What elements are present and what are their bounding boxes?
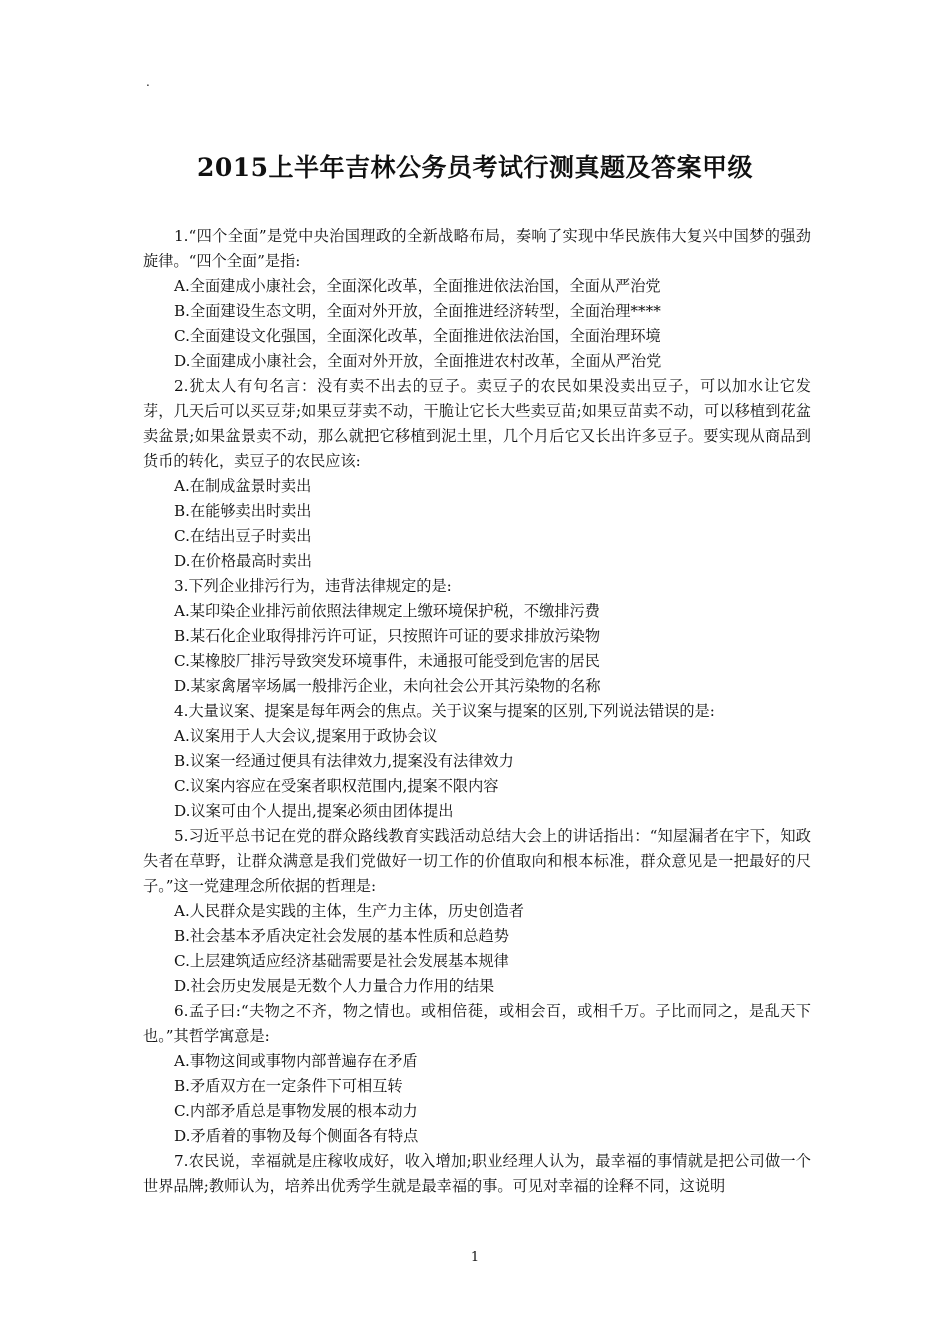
question-6-option-c: C.内部矛盾总是事物发展的根本动力: [174, 1102, 418, 1120]
question-3-option-a: A.某印染企业排污前依照法律规定上缴环境保护税，不缴排污费: [174, 602, 600, 620]
question-5-option-d: D.社会历史发展是无数个人力量合力作用的结果: [174, 977, 495, 995]
header-mark: .: [146, 75, 150, 89]
question-4-option-b: B.议案一经通过便具有法律效力,提案没有法律效力: [174, 752, 514, 770]
question-5-stem: 5.习近平总书记在党的群众路线教育实践活动总结大会上的讲话指出：“知屋漏者在宇下，知政失者在草野，让群众满意是我们党做好一切工作的价值取向和根本标准，群众意见是一把最好的尺子。”这一党建理念所依据的哲理是:: [143, 827, 811, 895]
question-5-option-a: A.人民群众是实践的主体，生产力主体，历史创造者: [174, 902, 524, 920]
question-3-option-d: D.某家禽屠宰场属一般排污企业，未向社会公开其污染物的名称: [174, 677, 601, 695]
question-1-option-d: D.全面建成小康社会，全面对外开放，全面推进农村改革，全面从严治党: [174, 352, 662, 370]
question-2-option-b: B.在能够卖出时卖出: [174, 502, 312, 520]
document-title: 2015上半年吉林公务员考试行测真题及答案甲级: [196, 152, 754, 182]
question-6-option-b: B.矛盾双方在一定条件下可相互转: [174, 1077, 403, 1095]
question-3-option-b: B.某石化企业取得排污许可证，只按照许可证的要求排放污染物: [174, 627, 601, 645]
question-4-option-a: A.议案用于人大会议,提案用于政协会议: [174, 727, 438, 745]
question-3-stem: 3.下列企业排污行为，违背法律规定的是:: [174, 577, 452, 595]
question-5-option-c: C.上层建筑适应经济基础需要是社会发展基本规律: [174, 952, 509, 970]
question-7-stem: 7.农民说，幸福就是庄稼收成好，收入增加;职业经理人认为，最幸福的事情就是把公司做一个世界品牌;教师认为，培养出优秀学生就是最幸福的事。可见对幸福的诠释不同，这说明: [143, 1152, 811, 1195]
question-4-stem: 4.大量议案、提案是每年两会的焦点。关于议案与提案的区别,下列说法错误的是:: [174, 702, 715, 720]
question-list: [143, 224, 811, 1199]
question-2-option-c: C.在结出豆子时卖出: [174, 527, 312, 545]
question-1-option-c: C.全面建设文化强国，全面深化改革，全面推进依法治国，全面治理环境: [174, 327, 661, 345]
question-4-option-c: C.议案内容应在受案者职权范围内,提案不限内容: [174, 777, 499, 795]
question-1-stem: 1.“四个全面”是党中央治国理政的全新战略布局，奏响了实现中华民族伟大复兴中国梦的强劲旋律。“四个全面”是指:: [143, 227, 811, 270]
question-1-option-b: B.全面建设生态文明，全面对外开放，全面推进经济转型，全面治理****: [174, 302, 661, 320]
question-2-stem: 2.犹太人有句名言：没有卖不出去的豆子。卖豆子的农民如果没卖出豆子，可以加水让它发芽，几天后可以买豆芽;如果豆芽卖不动，干脆让它长大些卖豆苗;如果豆苗卖不动，可以移植到花盆卖盆景;如果盆景卖不动，那么就把它移植到泥土里，几个月后它又长出许多豆子。要实现从商品到货币的转化，卖豆子的农民应该:: [143, 377, 811, 470]
question-6-option-a: A.事物这间或事物内部普遍存在矛盾: [174, 1052, 418, 1070]
question-3-option-c: C.某橡胶厂排污导致突发环境事件，未通报可能受到危害的居民: [174, 652, 600, 670]
question-5-option-b: B.社会基本矛盾决定社会发展的基本性质和总趋势: [174, 927, 509, 945]
question-4-option-d: D.议案可由个人提出,提案必须由团体提出: [174, 802, 454, 820]
question-2-option-a: A.在制成盆景时卖出: [174, 477, 312, 495]
question-6-stem: 6.孟子曰:“夫物之不齐，物之情也。或相倍蓰，或相会百，或相千万。子比而同之，是乱天下也。”其哲学寓意是:: [143, 1002, 811, 1045]
question-6-option-d: D.矛盾着的事物及每个侧面各有特点: [174, 1127, 419, 1145]
question-2-option-d: D.在价格最高时卖出: [174, 552, 312, 570]
question-1-option-a: A.全面建成小康社会，全面深化改革，全面推进依法治国，全面从严治党: [174, 277, 661, 295]
page-number: 1: [470, 1250, 480, 1265]
